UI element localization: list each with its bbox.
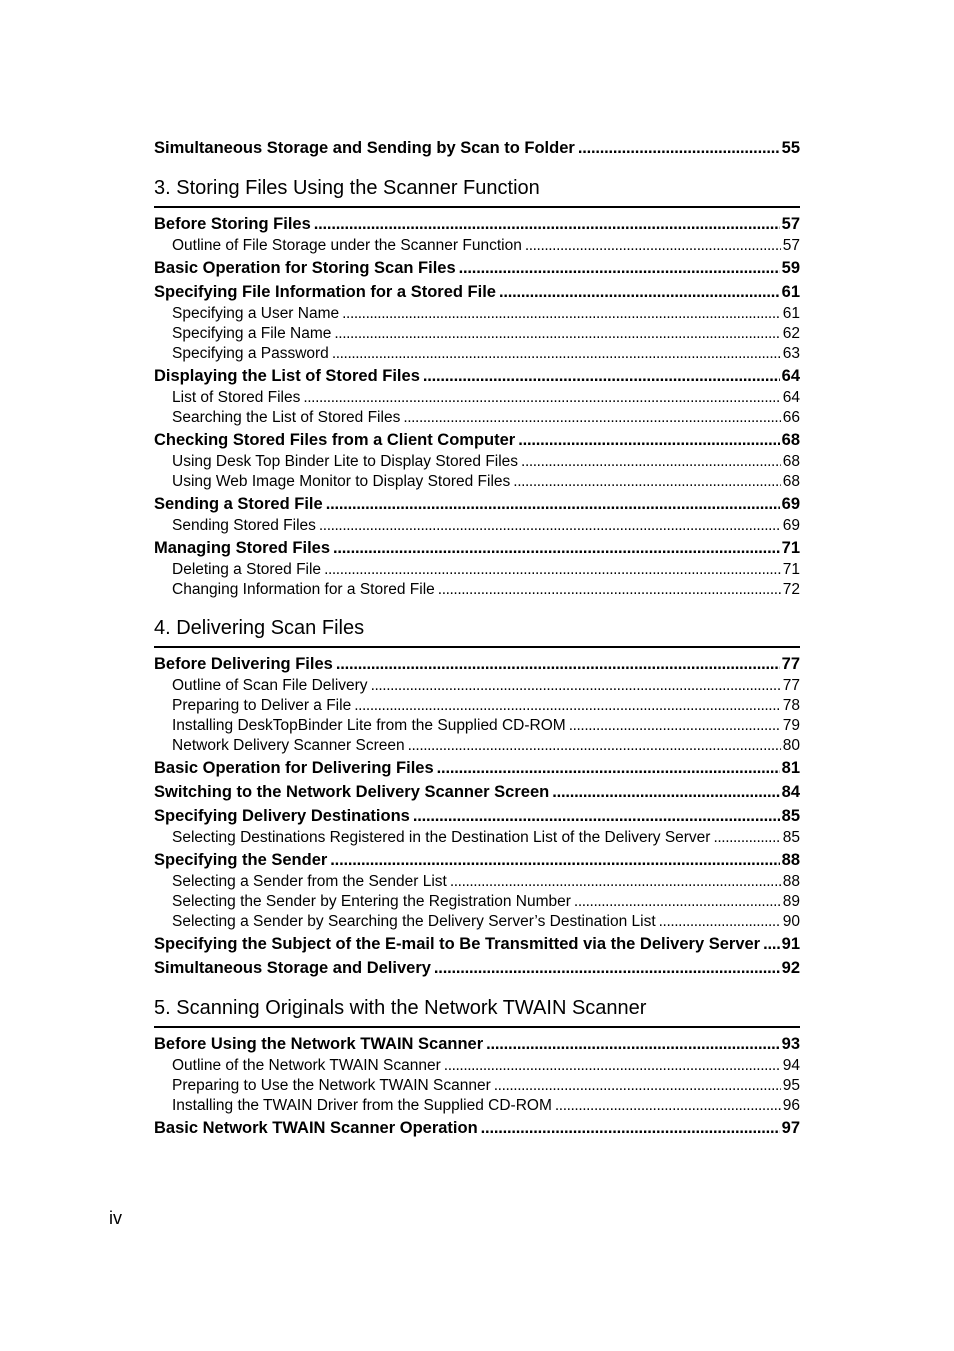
toc-entry-page: 69 [781,495,800,513]
toc-entry-title: Specifying a User Name [172,305,340,322]
toc-subsection-entry[interactable] [154,716,800,736]
toc-entry-title: List of Stored Files [172,389,301,406]
toc-entry-page: 64 [782,389,800,406]
toc-section-entry[interactable] [154,804,800,828]
toc-entry-page: 61 [781,283,800,301]
toc-entry-title: Preparing to Deliver a File [172,697,352,714]
toc-subsection-entry[interactable] [154,516,800,536]
toc-entry-title: Sending Stored Files [172,517,316,534]
dot-leader [578,136,780,160]
toc-subsection-entry[interactable] [154,736,800,756]
toc-entry-title: Network Delivery Scanner Screen [172,737,405,754]
chapter-heading: 3. Storing Files Using the Scanner Function [154,174,800,208]
dot-leader [334,324,780,344]
toc-entry-title: Installing the TWAIN Driver from the Supplied CD-ROM [172,1097,552,1114]
toc-entry-page: 88 [782,873,800,890]
toc-subsection-entry[interactable] [154,344,800,364]
dot-leader [336,652,780,676]
toc-entry-title: Specifying the Sender [154,851,328,869]
toc-entry-title: Selecting a Sender by Searching the Delivery Server’s Destination List [172,913,656,930]
toc-entry-title: Before Storing Files [154,215,311,233]
toc-subsection-entry[interactable] [154,388,800,408]
toc-section-entry[interactable] [154,256,800,280]
toc-entry-page: 69 [782,517,800,534]
toc-entry-title: Basic Network TWAIN Scanner Operation [154,1119,478,1137]
toc-entry-page: 78 [782,697,800,714]
toc-entry-title: Preparing to Use the Network TWAIN Scanner [172,1077,491,1094]
toc-entry-page: 72 [782,581,800,598]
dot-leader [444,1056,781,1076]
toc-entry-page: 68 [782,453,800,470]
toc-subsection-entry[interactable] [154,472,800,492]
toc-entry-page: 88 [781,851,800,869]
toc-entry-title: Specifying File Information for a Stored File [154,283,496,301]
toc-section-entry[interactable] [154,212,800,236]
toc-entry-title: Displaying the List of Stored Files [154,367,420,385]
dot-leader [525,236,781,256]
toc-subsection-entry[interactable] [154,324,800,344]
dot-leader [330,848,779,872]
dot-leader [459,256,780,280]
toc-entry-title: Using Desk Top Binder Lite to Display Stored Files [172,453,519,470]
toc-entry-page: 57 [782,237,800,254]
toc-entry-page: 80 [782,737,800,754]
dot-leader [499,280,780,304]
dot-leader [403,408,780,428]
toc-entry-page: 93 [781,1035,800,1053]
toc-subsection-entry[interactable] [154,912,800,932]
toc-entry-page: 64 [781,367,800,385]
dot-leader [494,1076,781,1096]
dot-leader [486,1032,780,1056]
toc-entry-page: 81 [781,759,800,777]
toc-section-entry[interactable] [154,652,800,676]
dot-leader [413,804,780,828]
dot-leader [521,452,781,472]
toc-entry-page: 95 [782,1077,800,1094]
toc-entry-page: 97 [781,1119,800,1137]
dot-leader [481,1116,780,1140]
toc-entry-title: Selecting a Sender from the Sender List [172,873,447,890]
toc-entry-title: Basic Operation for Storing Scan Files [154,259,456,277]
toc-entry-page: 57 [781,215,800,233]
toc-section-entry[interactable] [154,1116,800,1140]
dot-leader [659,912,781,932]
toc-entry-page: 68 [782,473,800,490]
toc-entry-page: 84 [781,783,800,801]
toc-entry-title: Outline of File Storage under the Scanner Function [172,237,522,254]
toc-subsection-entry[interactable] [154,1096,800,1116]
chapter-heading: 5. Scanning Originals with the Network TWAIN Scanner [154,994,800,1028]
table-of-contents [154,136,800,1140]
toc-subsection-entry[interactable] [154,696,800,716]
toc-entry-title: Checking Stored Files from a Client Computer [154,431,516,449]
toc-entry-title: Specifying the Subject of the E-mail to Be Transmitted via the Delivery Server [154,935,761,953]
toc-entry-title: Simultaneous Storage and Sending by Scan to Folder [154,139,575,157]
toc-entry-title: Before Using the Network TWAIN Scanner [154,1035,484,1053]
toc-entry-title: Selecting the Sender by Entering the Registration Number [172,893,571,910]
dot-leader [342,304,781,324]
toc-entry-page: 77 [781,655,800,673]
dot-leader [324,560,781,580]
dot-leader [555,1096,781,1116]
toc-section-entry[interactable] [154,428,800,452]
dot-leader [434,956,780,980]
toc-entry-page: 77 [782,677,800,694]
dot-leader [371,676,781,696]
toc-section-entry[interactable] [154,756,800,780]
toc-entry-title: Changing Information for a Stored File [172,581,435,598]
toc-entry-title: Searching the List of Stored Files [172,409,401,426]
dot-leader [574,892,781,912]
toc-entry-page: 94 [782,1057,800,1074]
toc-entry-page: 66 [782,409,800,426]
toc-entry-page: 62 [782,325,800,342]
dot-leader [408,736,781,756]
toc-section-entry[interactable] [154,492,800,516]
dot-leader [423,364,780,388]
toc-entry-page: 68 [781,431,800,449]
toc-subsection-entry[interactable] [154,1056,800,1076]
toc-entry-page: 71 [781,539,800,557]
toc-subsection-entry[interactable] [154,1076,800,1096]
toc-entry-page: 96 [782,1097,800,1114]
toc-entry-title: Selecting Destinations Registered in the Destination List of the Delivery Server [172,829,711,846]
toc-entry-page: 63 [782,345,800,362]
toc-entry-title: Outline of the Network TWAIN Scanner [172,1057,441,1074]
dot-leader [569,716,781,736]
toc-entry-page: 71 [782,561,800,578]
dot-leader [437,756,780,780]
toc-section-entry[interactable] [154,932,800,956]
dot-leader [450,872,781,892]
toc-entry-title: Deleting a Stored File [172,561,322,578]
toc-subsection-entry[interactable] [154,580,800,600]
toc-entry-page: 85 [782,829,800,846]
toc-entry-title: Managing Stored Files [154,539,331,557]
toc-entry-title: Using Web Image Monitor to Display Stored Files [172,473,511,490]
toc-entry-title: Outline of Scan File Delivery [172,677,368,694]
toc-entry-title: Before Delivering Files [154,655,333,673]
toc-entry-page: 85 [781,807,800,825]
dot-leader [326,492,780,516]
dot-leader [332,344,781,364]
toc-entry-page: 91 [781,935,800,953]
toc-section-entry[interactable] [154,956,800,980]
toc-section-entry[interactable] [154,364,800,388]
dot-leader [319,516,781,536]
toc-subsection-entry[interactable] [154,304,800,324]
dot-leader [354,696,781,716]
toc-section-entry[interactable] [154,780,800,804]
toc-entry-page: 59 [781,259,800,277]
toc-subsection-entry[interactable] [154,560,800,580]
toc-subsection-entry[interactable] [154,872,800,892]
toc-subsection-entry[interactable] [154,452,800,472]
toc-entry-page: 61 [782,305,800,322]
toc-entry-title: Specifying a Password [172,345,329,362]
toc-subsection-entry[interactable] [154,892,800,912]
chapter-heading: 4. Delivering Scan Files [154,614,800,648]
dot-leader [518,428,779,452]
toc-subsection-entry[interactable] [154,408,800,428]
toc-section-entry[interactable] [154,536,800,560]
toc-entry-title: Sending a Stored File [154,495,323,513]
dot-leader [333,536,780,560]
dot-leader [303,388,780,408]
toc-entry-title: Specifying a File Name [172,325,332,342]
dot-leader [438,580,781,600]
toc-section-entry[interactable] [154,848,800,872]
toc-entry-page: 79 [782,717,800,734]
dot-leader [763,932,780,956]
toc-entry-page: 89 [782,893,800,910]
toc-subsection-entry[interactable] [154,828,800,848]
toc-entry-title: Simultaneous Storage and Delivery [154,959,431,977]
dot-leader [713,828,780,848]
dot-leader [552,780,779,804]
toc-entry-page: 90 [782,913,800,930]
toc-subsection-entry[interactable] [154,236,800,256]
toc-section-entry[interactable] [154,136,800,160]
toc-entry-page: 92 [781,959,800,977]
toc-section-entry[interactable] [154,1032,800,1056]
toc-entry-title: Installing DeskTopBinder Lite from the Supplied CD-ROM [172,717,566,734]
toc-entry-title: Specifying Delivery Destinations [154,807,410,825]
toc-section-entry[interactable] [154,280,800,304]
toc-subsection-entry[interactable] [154,676,800,696]
toc-entry-title: Basic Operation for Delivering Files [154,759,434,777]
dot-leader [314,212,780,236]
toc-entry-page: 55 [781,139,800,157]
dot-leader [513,472,780,492]
page-number: iv [109,1208,122,1228]
toc-entry-title: Switching to the Network Delivery Scanner Screen [154,783,550,801]
